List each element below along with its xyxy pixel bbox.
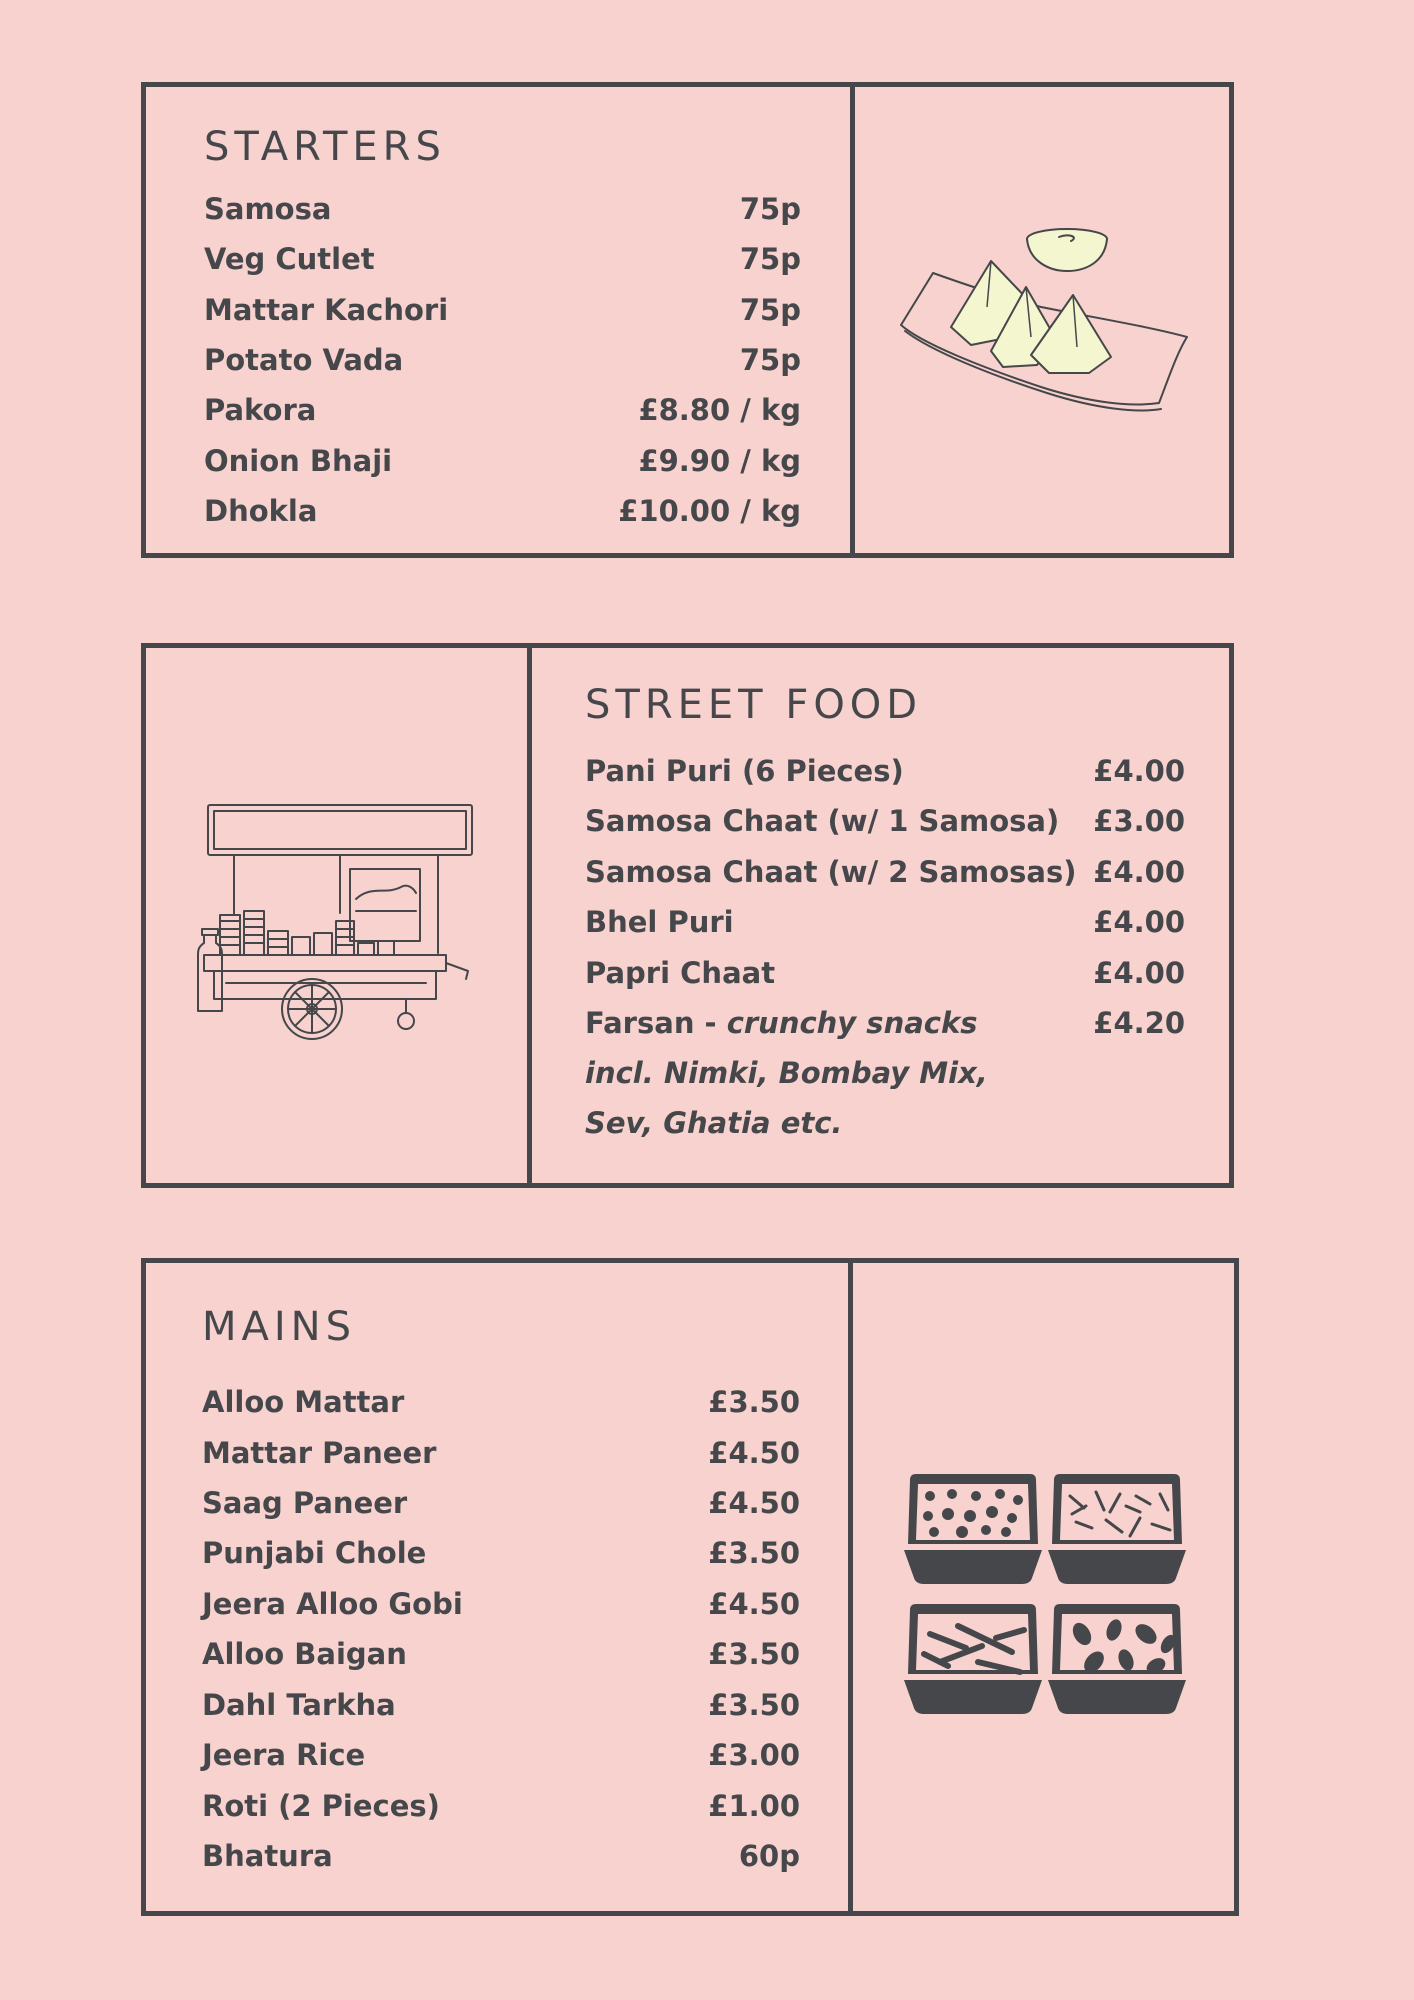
menu-item xyxy=(585,796,1185,846)
item-price: 75p xyxy=(739,293,801,327)
item-price: £3.00 xyxy=(1093,804,1185,838)
menu-item-farsan xyxy=(585,998,1185,1048)
street-food-heading: STREET FOOD xyxy=(585,682,923,728)
starters-heading: STARTERS xyxy=(204,124,446,170)
item-price: £3.50 xyxy=(708,1385,800,1419)
item-name: Dahl Tarkha xyxy=(202,1688,396,1722)
menu-item xyxy=(585,847,1185,897)
item-name: Potato Vada xyxy=(204,343,404,377)
item-name: Onion Bhaji xyxy=(204,444,393,478)
menu-item xyxy=(204,436,801,486)
starters-divider xyxy=(850,87,855,553)
item-name: Bhel Puri xyxy=(585,905,734,939)
item-price: £8.80 / kg xyxy=(638,393,801,427)
item-name: Mattar Kachori xyxy=(204,293,449,327)
item-price: £4.00 xyxy=(1093,905,1185,939)
menu-item xyxy=(202,1528,800,1578)
item-price: £3.00 xyxy=(708,1738,800,1772)
item-name: Dhokla xyxy=(204,494,318,528)
mains-section xyxy=(141,1258,1239,1916)
menu-item xyxy=(204,385,801,435)
item-name: Samosa Chaat (w/ 2 Samosas) xyxy=(585,855,1077,889)
item-price: £3.50 xyxy=(708,1688,800,1722)
item-price: £3.50 xyxy=(708,1536,800,1570)
menu-item xyxy=(585,746,1185,796)
item-price: £4.00 xyxy=(1093,754,1185,788)
starters-section xyxy=(141,82,1234,558)
item-price: 75p xyxy=(739,192,801,226)
item-price: 75p xyxy=(739,343,801,377)
menu-item xyxy=(202,1730,800,1780)
item-price: £4.50 xyxy=(708,1486,800,1520)
item-price: £4.20 xyxy=(1093,1006,1185,1040)
item-price: £4.50 xyxy=(708,1436,800,1470)
item-price: £10.00 / kg xyxy=(618,494,801,528)
item-name: Samosa xyxy=(204,192,332,226)
item-name: Roti (2 Pieces) xyxy=(202,1789,440,1823)
menu-item xyxy=(202,1579,800,1629)
menu-item xyxy=(202,1377,800,1427)
item-price: £9.90 / kg xyxy=(638,444,801,478)
item-name: Mattar Paneer xyxy=(202,1436,437,1470)
item-price: £4.50 xyxy=(708,1587,800,1621)
item-name: Jeera Rice xyxy=(202,1738,366,1772)
item-name: Pani Puri (6 Pieces) xyxy=(585,754,904,788)
spice-bowls-icon xyxy=(900,1466,1190,1726)
menu-item xyxy=(202,1428,800,1478)
item-name: Papri Chaat xyxy=(585,956,776,990)
item-price: £4.00 xyxy=(1093,956,1185,990)
item-name: Veg Cutlet xyxy=(204,242,375,276)
item-name: Alloo Mattar xyxy=(202,1385,405,1419)
menu-item xyxy=(204,234,801,284)
item-name: Bhatura xyxy=(202,1839,333,1873)
menu-item xyxy=(202,1831,800,1881)
item-price: £4.00 xyxy=(1093,855,1185,889)
item-price: £3.50 xyxy=(708,1637,800,1671)
item-name: Saag Paneer xyxy=(202,1486,408,1520)
item-name: Pakora xyxy=(204,393,317,427)
item-name xyxy=(585,998,978,1048)
street-food-divider xyxy=(527,648,532,1183)
menu-item xyxy=(204,184,801,234)
item-name: Jeera Alloo Gobi xyxy=(202,1587,463,1621)
farsan-name: Farsan - xyxy=(585,1006,727,1040)
samosa-plate-icon xyxy=(891,227,1191,417)
menu-item xyxy=(204,335,801,385)
farsan-detail-line: Sev, Ghatia etc. xyxy=(585,1106,843,1140)
mains-divider xyxy=(848,1263,853,1911)
menu-item xyxy=(202,1629,800,1679)
item-price: 75p xyxy=(739,242,801,276)
street-food-section xyxy=(141,643,1234,1188)
menu-item xyxy=(202,1680,800,1730)
farsan-detail-line: incl. Nimki, Bombay Mix, xyxy=(585,1056,988,1090)
item-name: Alloo Baigan xyxy=(202,1637,407,1671)
menu-item xyxy=(204,486,801,536)
item-price: 60p xyxy=(738,1839,800,1873)
item-name: Punjabi Chole xyxy=(202,1536,427,1570)
item-name: Samosa Chaat (w/ 1 Samosa) xyxy=(585,804,1060,838)
mains-heading: MAINS xyxy=(202,1304,356,1350)
menu-item xyxy=(202,1781,800,1831)
item-price: £1.00 xyxy=(708,1789,800,1823)
menu-item xyxy=(585,897,1185,947)
food-cart-icon xyxy=(196,803,476,1043)
menu-item xyxy=(585,948,1185,998)
farsan-description: crunchy snacks xyxy=(726,1006,978,1040)
menu-item xyxy=(204,285,801,335)
menu-item xyxy=(202,1478,800,1528)
